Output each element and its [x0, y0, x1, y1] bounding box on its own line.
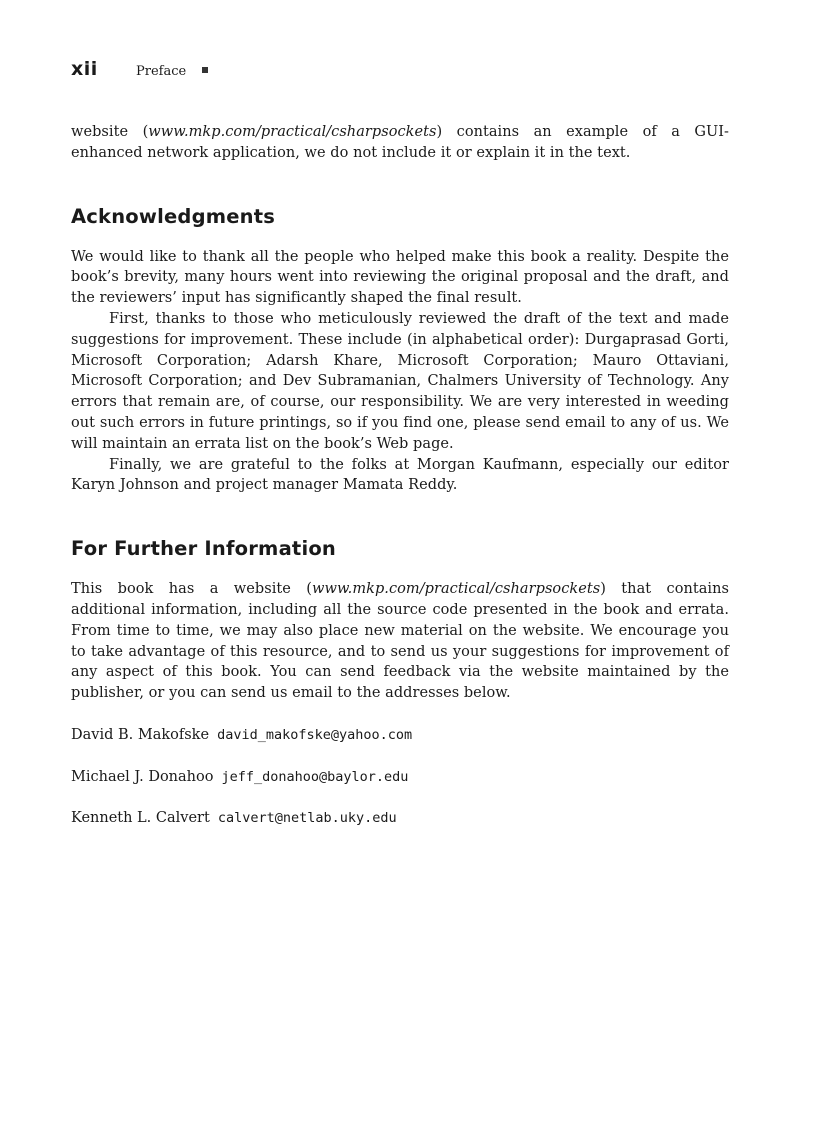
contact-entry [71, 725, 729, 746]
info-text-before: This book has a website ( [71, 581, 313, 598]
contact-email: jeff_donahoo@baylor.edu [221, 768, 409, 785]
running-title: Preface [136, 64, 187, 79]
page-number: xii [71, 58, 98, 80]
intro-text-after: ) contains an example of a GUI-enhanced network application, we do not include it or explain it in the text. [71, 124, 730, 161]
square-bullet-icon [202, 67, 208, 73]
info-text-after: ) that contains additional information, including all the source code presented in the book and errata. From time to time, we may also place new material on the website. We encourage you to take advantage of this resource, and to send us your suggestions for improvement of any aspect of this book. You can send feedback via the website maintained by the publisher, or you can send us email to the addresses below. [71, 581, 730, 702]
intro-text-before: website ( [71, 124, 149, 140]
further-information-heading: For Further Information [71, 537, 337, 561]
contact-email: calvert@netlab.uky.edu [217, 810, 397, 827]
contact-name: David B. Makofske [71, 726, 210, 743]
intro-url: www.mkp.com/practical/csharpsockets [148, 124, 437, 140]
acknowledgments-paragraph: We would like to thank all the people who helped make this book a reality. Despite the book’s brevity, many hours went into reviewing the original proposal and the draft, and the reviewers’ input has significantly shaped the final result. [71, 248, 729, 307]
contact-list [71, 725, 729, 829]
contact-entry [71, 767, 729, 788]
acknowledgments-paragraph: First, thanks to those who meticulously reviewed the draft of the text and made suggestions for improvement. These include (in alphabetical order): Durgaprasad Gorti, Microsoft Corporation; Adarsh Khare, Microsoft Corporation; Mauro Ottaviani, Microsoft Corporation; and Dev Subramanian, Chalmers University of Technology. Any errors that remain are, of course, our responsibility. We are very interested in weeding out such errors in future printings, so if you find one, please send email to any of us. We will maintain an errata list on the book’s Web page. [71, 310, 729, 452]
info-url: www.mkp.com/practical/csharpsockets [312, 581, 601, 598]
contact-email: david_makofske@yahoo.com [217, 726, 413, 743]
running-head [71, 58, 729, 88]
acknowledgments-body [71, 247, 729, 497]
contact-name: Michael J. Donahoo [71, 768, 214, 785]
contact-name: Kenneth L. Calvert [71, 810, 210, 827]
further-information-paragraph [71, 579, 729, 704]
acknowledgments-heading: Acknowledgments [71, 204, 276, 228]
book-page [71, 58, 729, 850]
intro-paragraph [71, 122, 729, 164]
acknowledgments-paragraph: Finally, we are grateful to the folks at Morgan Kaufmann, especially our editor Karyn Johnson and project manager Mamata Reddy. [71, 456, 729, 494]
contact-entry [71, 808, 729, 829]
